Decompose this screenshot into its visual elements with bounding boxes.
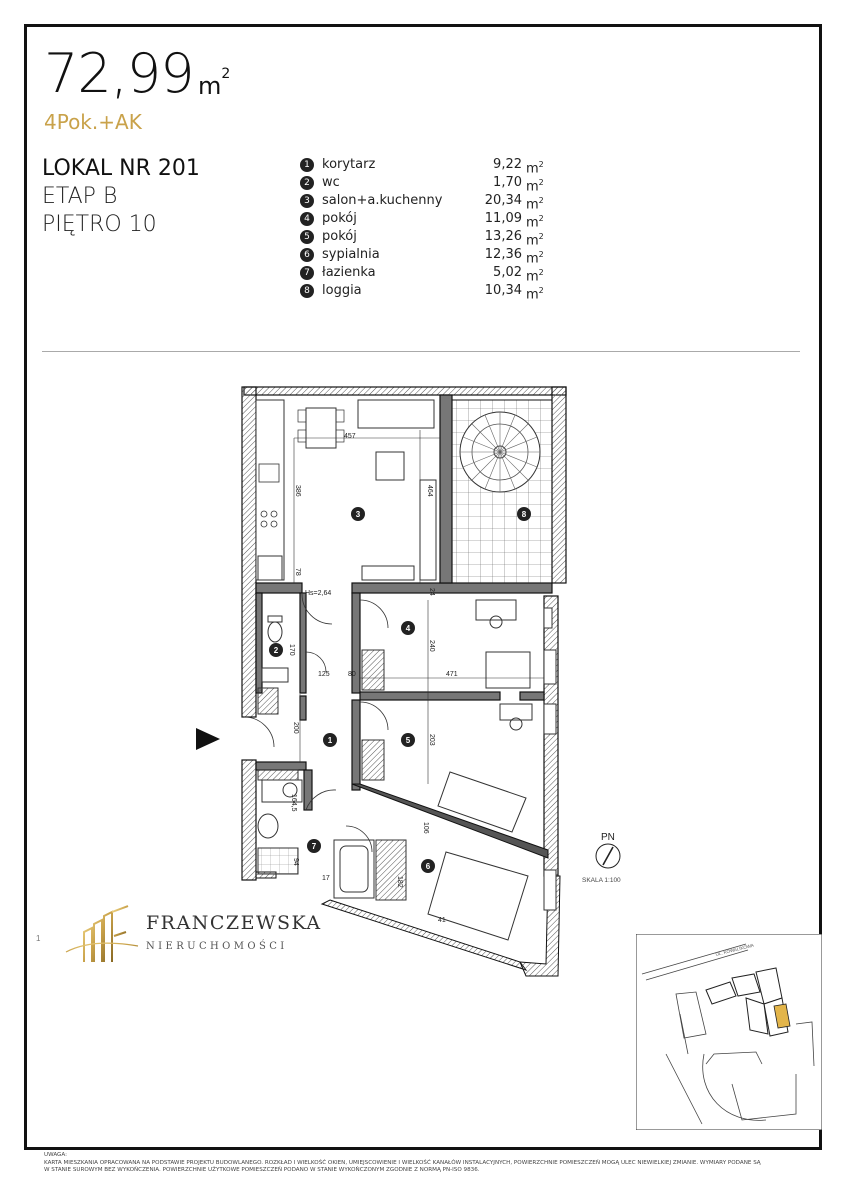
- dim-94: 94: [292, 858, 299, 866]
- room-marker-1: [323, 733, 337, 747]
- room-area-unit: $m^2$: [526, 268, 544, 285]
- dim-164-5: 164,5: [290, 794, 297, 812]
- room-number-badge: 8: [300, 284, 314, 298]
- brand-logo-icon: [62, 902, 142, 966]
- svg-text:8: 8: [521, 510, 527, 519]
- wall-outer-right-mid: [544, 596, 558, 876]
- unit-title: LOKAL NR 201: [42, 156, 200, 181]
- room-marker-6: [421, 859, 435, 873]
- room-name: loggia: [322, 283, 362, 298]
- sofa: [358, 400, 434, 428]
- floor-plan: [180, 380, 600, 1000]
- dim-471: 471: [446, 671, 458, 678]
- room-number-badge: 5: [300, 230, 314, 244]
- room-marker-3: [351, 507, 365, 521]
- svg-text:4: 4: [405, 624, 411, 633]
- compass-label: PN: [601, 832, 615, 843]
- dim-78: 78: [294, 568, 301, 576]
- room-number-badge: 1: [300, 158, 314, 172]
- dim-106: 106: [422, 822, 429, 834]
- dim-464: 464: [426, 485, 433, 497]
- room-name: pokój: [322, 229, 357, 244]
- room-name: korytarz: [322, 157, 376, 172]
- dim-203: 203: [428, 734, 435, 746]
- room-area-unit: $m^2$: [526, 160, 544, 177]
- brand-subtitle: NIERUCHOMOŚCI: [146, 941, 288, 952]
- room-number-badge: 7: [300, 266, 314, 280]
- room-area: 13,26: [484, 229, 522, 244]
- room-list: [300, 156, 550, 303]
- dim-170: 170: [288, 644, 295, 656]
- svg-text:7: 7: [311, 842, 317, 851]
- room-area: 12,36: [484, 247, 522, 262]
- stage-label: ETAP B: [42, 184, 118, 209]
- note-line-2: W STANIE SUROWYM BEZ WYKOŃCZENIA. POWIERZCHNIE UŻYTKOWE POMIESZCZEŃ PODANO W STANIE WYKOŃCZONYM ZGODNIE Z NORMĄ PN-ISO 9836.: [44, 1167, 480, 1174]
- room-area: 1,70: [493, 175, 522, 190]
- dim-240: 240: [428, 640, 435, 652]
- svg-text:3: 3: [355, 510, 361, 519]
- dim-200: 200: [292, 722, 299, 734]
- room-marker-4: [401, 621, 415, 635]
- entrance-arrow-icon: [196, 728, 220, 750]
- room-name: łazienka: [322, 265, 376, 280]
- dim-182: 182: [396, 876, 403, 888]
- room-area: 10,34: [484, 283, 522, 298]
- room-row: [300, 156, 550, 177]
- north-arrow-icon: [603, 847, 613, 865]
- note-title: UWAGA:: [44, 1152, 67, 1158]
- note-line-1: KARTA MIESZKANIA OPRACOWANA NA PODSTAWIE PROJEKTU BUDOWLANEGO. ROZKŁAD I WIELKOŚĆ OKIEN, UMIEJSCOWIENIE I WIELKOŚĆ KANAŁÓW INSTALACYJNYCH, POWIERZCHNIE POMIESZCZEŃ MOGĄ ULEC NIEWIELKIEJ ZMIANIE. WYMIARY PODANE SĄ: [44, 1159, 761, 1166]
- bed-room4: [486, 652, 530, 688]
- dim-17: 17: [322, 875, 330, 882]
- room-name: pokój: [322, 211, 357, 226]
- room-row: [300, 192, 550, 213]
- svg-text:5: 5: [405, 736, 411, 745]
- room-area-unit: $m^2$: [526, 286, 544, 303]
- room-row: [300, 210, 550, 231]
- site-plan: [636, 934, 822, 1130]
- bed-room5: [438, 772, 526, 832]
- room-name: wc: [322, 175, 340, 190]
- rooms-type-label: 4Pok.+AK: [44, 110, 142, 134]
- brand-name: FRANCZEWSKA: [146, 912, 322, 934]
- room-marker-5: [401, 733, 415, 747]
- apartment-area-value: 72,99: [44, 42, 194, 105]
- room-marker-2: [269, 643, 283, 657]
- compass-rose: [578, 828, 638, 888]
- siteplan-street-label: UL. KOWALIKOWA: [715, 942, 755, 957]
- dim-41: 41: [438, 917, 446, 924]
- dim-hs: Hs=2,64: [305, 590, 332, 597]
- room-row: [300, 282, 550, 303]
- wall-outer-left-lower: [242, 760, 256, 880]
- room-name: salon+a.kuchenny: [322, 193, 443, 208]
- room-area-unit: $m^2$: [526, 214, 544, 231]
- room-area: 11,09: [484, 211, 522, 226]
- room-marker-8: [517, 507, 531, 521]
- room-area: 9,22: [493, 157, 522, 172]
- header-divider: [42, 351, 800, 352]
- dim-457: 457: [344, 433, 356, 440]
- room-area-unit: $m^2$: [526, 232, 544, 249]
- room-area: 20,34: [484, 193, 522, 208]
- floor-label: PIĘTRO 10: [42, 212, 157, 237]
- svg-text:6: 6: [425, 862, 431, 871]
- wall-outer-right-upper: [552, 387, 566, 583]
- kitchen-counter: [256, 400, 284, 580]
- door-swings: [244, 594, 388, 852]
- wall-outer-top: [244, 387, 566, 395]
- room-area-unit: $m^2$: [526, 178, 544, 195]
- dim-386: 386: [294, 485, 301, 497]
- dim-24: 24: [428, 588, 435, 596]
- svg-text:2: 2: [273, 646, 279, 655]
- room-number-badge: 6: [300, 248, 314, 262]
- dining-table: [306, 408, 336, 448]
- dim-125: 125: [318, 671, 330, 678]
- disclaimer-note: [44, 1152, 814, 1175]
- room-number-badge: 2: [300, 176, 314, 190]
- room-row: [300, 246, 550, 267]
- scale-label: SKALA 1:100: [582, 877, 621, 884]
- room-name: sypialnia: [322, 247, 380, 262]
- desk: [476, 600, 516, 620]
- svg-text:1: 1: [327, 736, 333, 745]
- room-area-unit: $m^2$: [526, 250, 544, 267]
- wall-outer-left-upper: [242, 387, 256, 717]
- dim-80: 80: [348, 671, 356, 678]
- bed-room6: [425, 852, 528, 940]
- room-row: [300, 228, 550, 249]
- room-marker-7: [307, 839, 321, 853]
- room-area-unit: $m^2$: [526, 196, 544, 213]
- room-row: [300, 264, 550, 285]
- room-area: 5,02: [493, 265, 522, 280]
- room-number-badge: 3: [300, 194, 314, 208]
- apartment-area-unit: $m^2$: [198, 66, 231, 100]
- room-number-badge: 4: [300, 212, 314, 226]
- room-row: [300, 174, 550, 195]
- page-mark: 1: [36, 934, 41, 943]
